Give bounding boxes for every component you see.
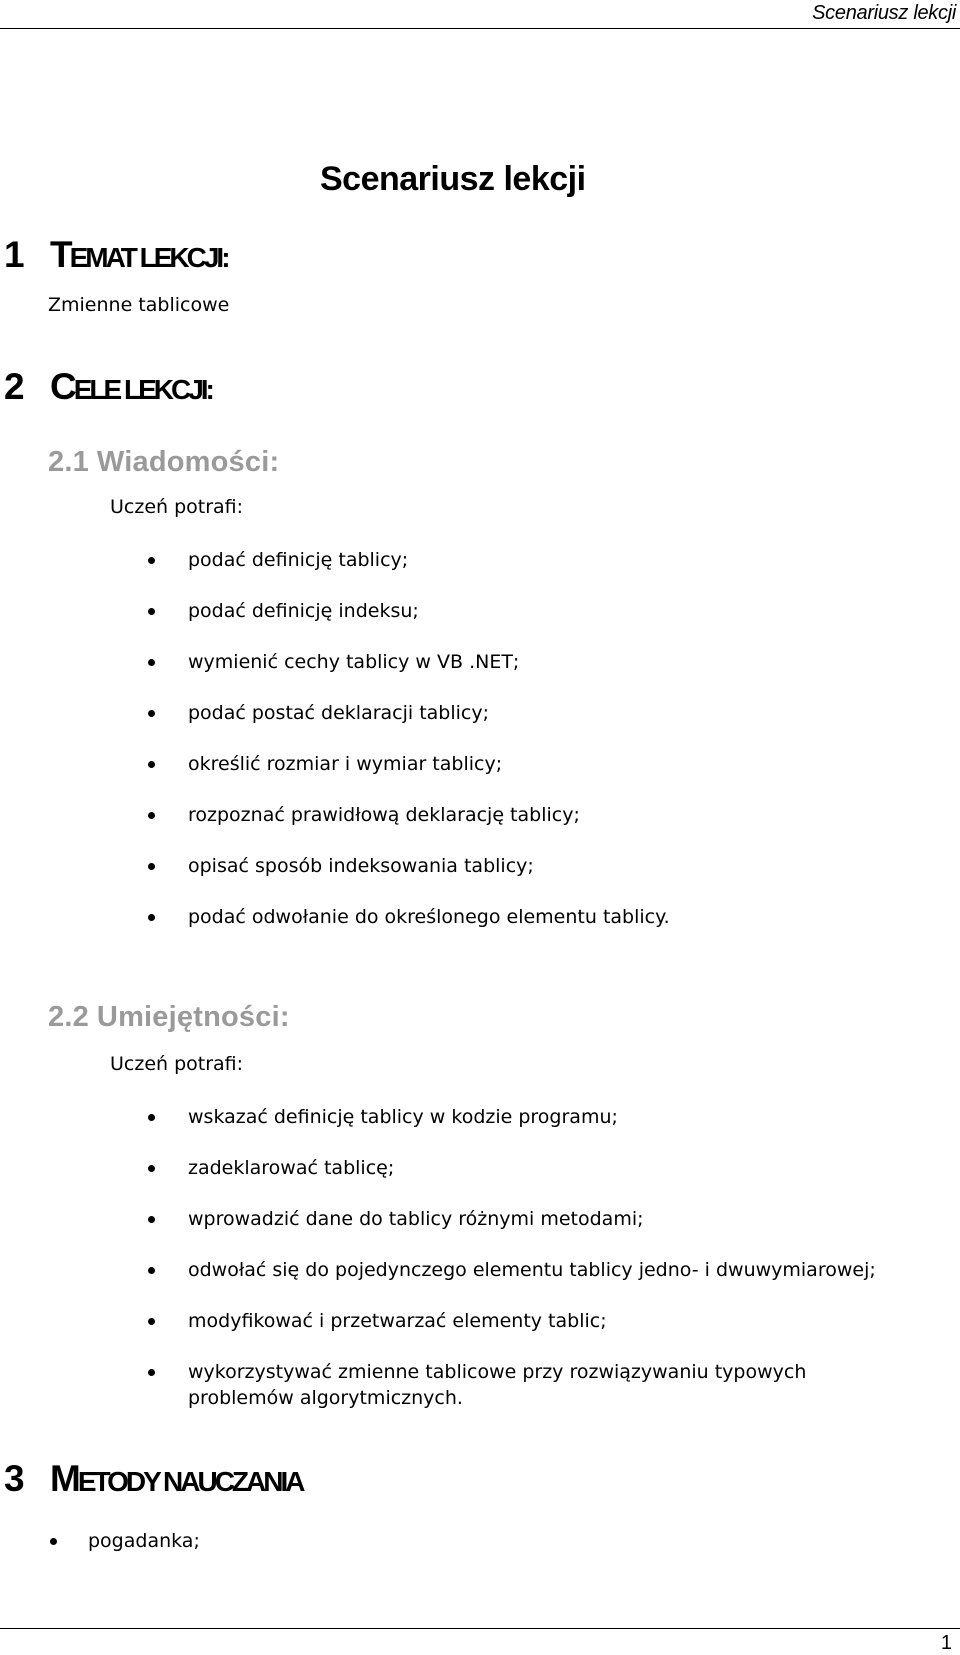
list-item-text: pogadanka;	[88, 1530, 200, 1552]
subsection-2-1-intro: Uczeń potrafi:	[110, 496, 244, 518]
bullet-icon	[148, 710, 155, 717]
section-2-heading	[4, 368, 212, 405]
running-header: Scenariusz lekcji	[812, 2, 956, 24]
heading-initial: M	[50, 1458, 78, 1499]
list-item	[0, 1155, 948, 1181]
header-divider	[0, 28, 960, 29]
bullet-icon	[148, 812, 155, 819]
page-number: 1	[940, 1632, 952, 1654]
subsection-2-1-heading	[48, 448, 279, 477]
bullet-icon	[148, 761, 155, 768]
subsection-2-2-heading	[48, 1003, 290, 1032]
bullet-icon	[148, 1267, 155, 1274]
heading-initial: T	[50, 234, 70, 275]
heading-rest: ELE LEKCJI:	[73, 374, 212, 405]
methods-list	[0, 1528, 848, 1579]
list-item-text: podać postać deklaracji tablicy;	[188, 702, 490, 724]
bullet-icon	[148, 1318, 155, 1325]
list-item-text: wymienić cechy tablicy w VB .NET;	[188, 651, 520, 673]
list-item	[0, 853, 948, 879]
bullet-icon	[148, 557, 155, 564]
section-3-heading	[4, 1460, 302, 1497]
heading-initial: C	[50, 366, 74, 407]
subsection-title: Umiejętności:	[96, 1001, 290, 1033]
list-item	[0, 1257, 948, 1283]
bullet-icon	[148, 1165, 155, 1172]
list-item-text: wskazać definicję tablicy w kodzie programu;	[188, 1106, 618, 1128]
document-title: Scenariusz lekcji	[320, 160, 586, 198]
lesson-topic: Zmienne tablicowe	[48, 294, 230, 316]
heading-rest: EMAT LEKCJI:	[69, 242, 228, 273]
list-item	[0, 802, 948, 828]
list-item-text: podać definicję tablicy;	[188, 549, 409, 571]
list-item-text: odwołać się do pojedynczego elementu tablicy jedno- i dwuwymiarowej;	[188, 1259, 876, 1281]
list-item-text: wprowadzić dane do tablicy różnymi metodami;	[188, 1208, 644, 1230]
section-1-heading	[4, 236, 228, 273]
list-item-text: opisać sposób indeksowania tablicy;	[188, 855, 534, 877]
list-item-text: zadeklarować tablicę;	[188, 1157, 395, 1179]
subsection-number: 2.1	[48, 446, 89, 478]
list-item	[0, 1359, 888, 1411]
subsection-number: 2.2	[48, 1001, 89, 1033]
heading-rest: ETODY NAUCZANIA	[77, 1466, 303, 1497]
list-item	[0, 1528, 848, 1554]
list-item-text: modyfikować i przetwarzać elementy tablic;	[188, 1310, 607, 1332]
subsection-title: Wiadomości:	[96, 446, 280, 478]
list-item	[0, 751, 948, 777]
list-item-text: rozpoznać prawidłową deklarację tablicy;	[188, 804, 580, 826]
knowledge-list	[0, 547, 948, 955]
list-item	[0, 700, 948, 726]
list-item	[0, 1104, 948, 1130]
list-item-text: określić rozmiar i wymiar tablicy;	[188, 753, 503, 775]
list-item	[0, 904, 948, 930]
section-number: 2	[4, 366, 25, 407]
section-number: 1	[4, 234, 25, 275]
list-item	[0, 649, 948, 675]
bullet-icon	[148, 1114, 155, 1121]
subsection-2-2-intro: Uczeń potrafi:	[110, 1053, 244, 1075]
list-item	[0, 598, 948, 624]
bullet-icon	[148, 608, 155, 615]
footer-divider	[0, 1628, 960, 1629]
bullet-icon	[148, 914, 155, 921]
bullet-icon	[50, 1538, 57, 1545]
section-number: 3	[4, 1458, 25, 1499]
list-item	[0, 1206, 948, 1232]
list-item	[0, 547, 948, 573]
bullet-icon	[148, 659, 155, 666]
bullet-icon	[148, 1216, 155, 1223]
list-item	[0, 1308, 948, 1334]
list-item-text: podać odwołanie do określonego elementu tablicy.	[188, 906, 670, 928]
bullet-icon	[148, 1369, 155, 1376]
list-item-text: wykorzystywać zmienne tablicowe przy rozwiązywaniu typowych problemów algorytmicznych.	[188, 1361, 807, 1409]
skills-list	[0, 1104, 948, 1436]
bullet-icon	[148, 863, 155, 870]
list-item-text: podać definicję indeksu;	[188, 600, 419, 622]
